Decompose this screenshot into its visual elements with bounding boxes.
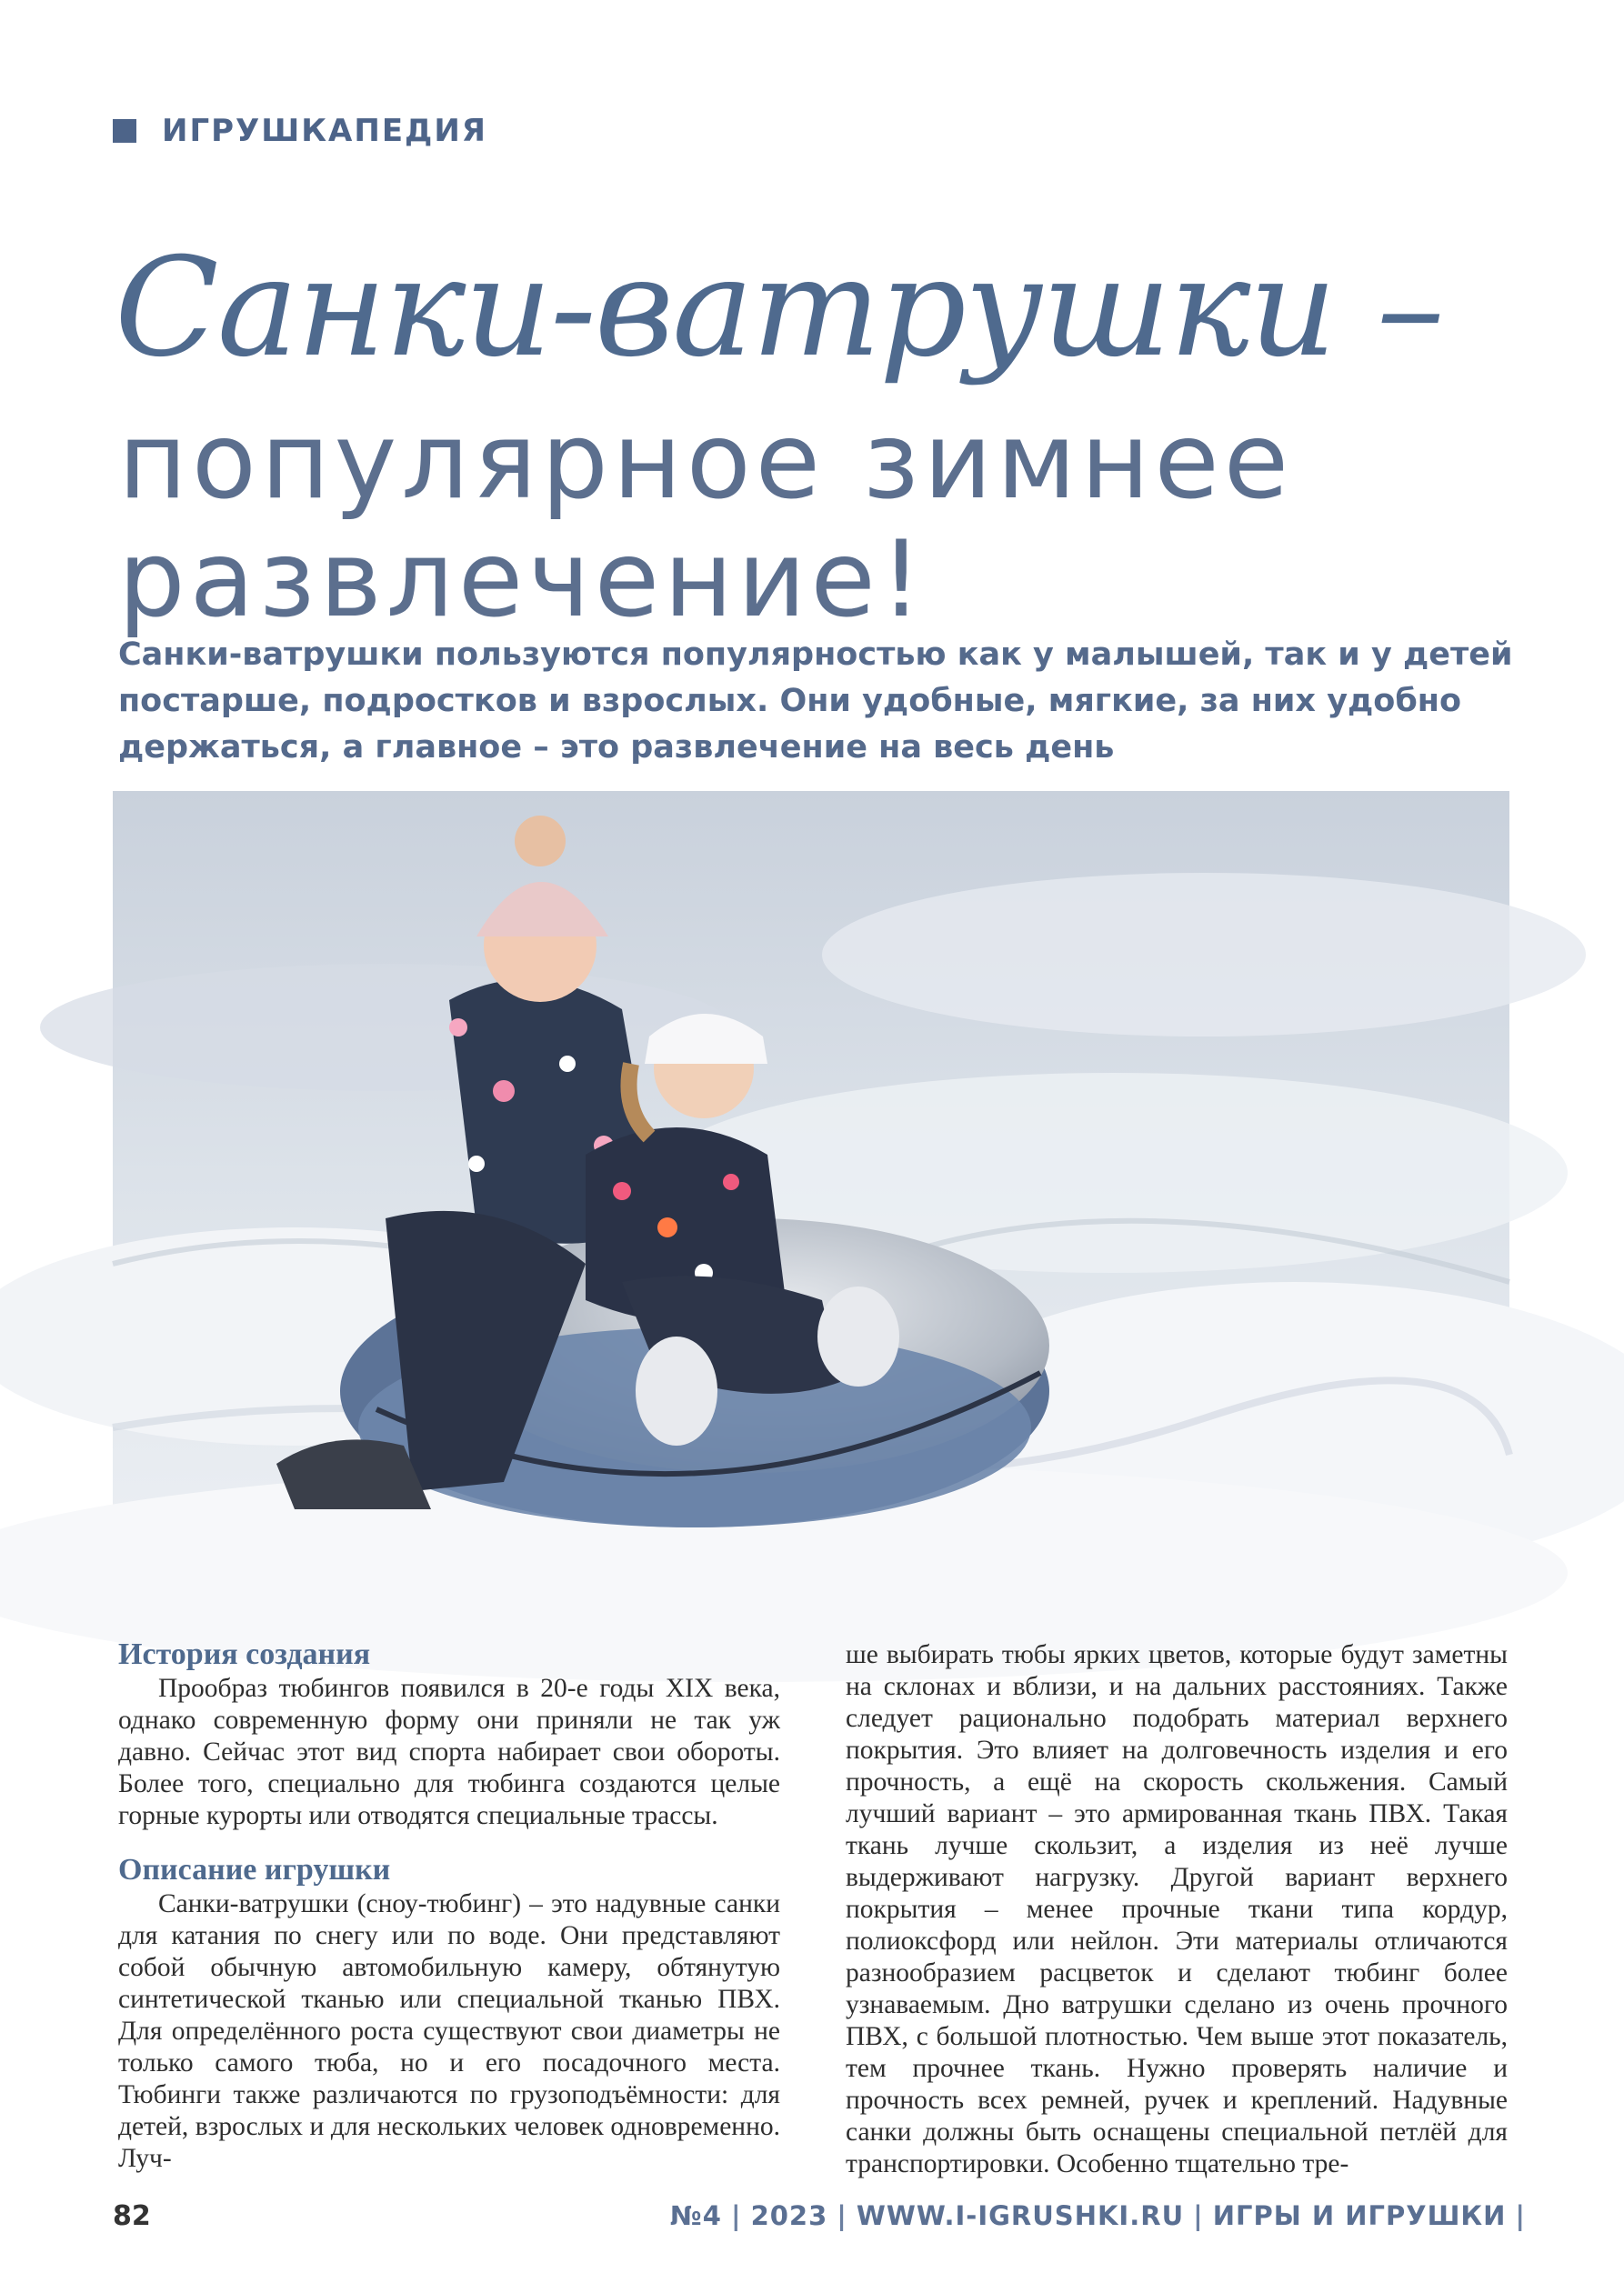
footer-separator: | [1193, 2200, 1204, 2231]
footer-separator: | [730, 2200, 742, 2231]
section-square-icon [113, 119, 136, 143]
lead-paragraph: Санки-ватрушки пользуются популярностью как у малышей, так и у детей постарше, подростков и взрослых. Они удобные, мягкие, за них удобно держаться, а главное – это развлечение на весь день [118, 636, 1513, 766]
footer-issue: №4 [669, 2200, 722, 2231]
snow-tube-photo-illustration [113, 791, 1509, 1609]
history-paragraph: Прообраз тюбингов появился в 20-е годы XIX века, однако современную форму они приняли не так уж давно. Сейчас этот вид спорта набирает свои обороты. Более того, специально для тюбинга создаются целые горные курорты или отводятся специальные трассы. [118, 1674, 780, 1830]
history-heading: История создания [118, 1637, 371, 1671]
article-column-left [118, 1637, 780, 2175]
footer-magazine: ИГРЫ И ИГРУШКИ [1212, 2200, 1507, 2231]
hero-photo [113, 791, 1509, 1609]
continuation-paragraph: ше выбирать тюбы ярких цветов, которые будут заметны на склонах и вблизи, и на дальних расстояниях. Также следует рационально подобрать материал верхнего покрытия. Это влияет на долговечность изделия и его прочность, а ещё на скорость скольжения. Самый лучший вариант – это армированная ткань ПВХ. Такая ткань лучше скользит, а изделия из неё лучше выдерживают нагрузку. Другой вариант верхнего покрытия – менее прочные ткани типа кордур, полиоксфорд или нейлон. Эти материалы отличаются разнообразием расцветок и сделают тюбинг более узнаваемым. Дно ватрушки сделано из очень прочного ПВХ, с большой плотностью. Чем выше этот показатель, тем прочнее ткань. Нужно проверять наличие и прочность всех ремней, ручек и креплений. Надувные санки должны быть оснащены специальной петлёй для транспортировки. Особенно тщательно тре- [846, 1640, 1508, 2178]
section-label [113, 113, 487, 149]
footer-publication-info [670, 2200, 1535, 2231]
title-line-3: развлечение! [118, 518, 927, 641]
page-number: 82 [113, 2200, 151, 2232]
article-column-right [846, 1639, 1508, 2180]
title-line-2: популярное зимнее [118, 400, 1294, 523]
section-label-text: ИГРУШКАПЕДИЯ [162, 113, 487, 149]
description-heading: Описание игрушки [118, 1853, 391, 1887]
footer-separator: | [1515, 2200, 1526, 2231]
footer-year: 2023 [750, 2200, 828, 2231]
footer-separator: | [837, 2200, 847, 2231]
footer-site-link[interactable]: WWW.I-IGRUSHKI.RU [856, 2200, 1185, 2231]
description-paragraph: Санки-ватрушки (сноу-тюбинг) – это надувные санки для катания по снегу или по воде. Они представляют собой обычную автомобильную камеру, обтянутую синтетической тканью или специальной тканью ПВХ. Для определённого роста существуют свои диаметры не только самого тюба, но и его посадочного места. Тюбинги также различаются по грузоподъёмности: для детей, взрослых и для нескольких человек одновременно. Луч- [118, 1889, 780, 2173]
title-script-text: Санки-ватрушки – [115, 229, 1443, 387]
